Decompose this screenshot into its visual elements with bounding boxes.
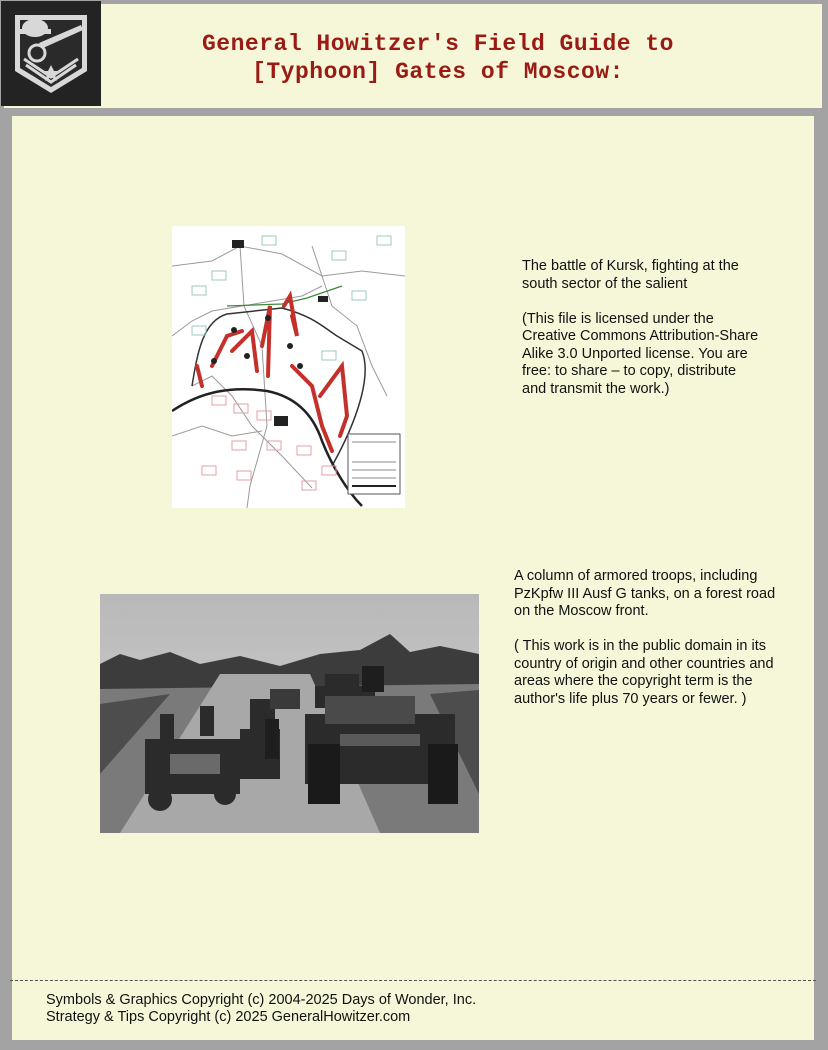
footer-divider xyxy=(10,980,816,981)
page-border-right xyxy=(814,116,822,1044)
page-border-left xyxy=(4,116,12,1044)
photo-caption-license: ( This work is in the public domain in its country of origin and other countries and areas where the copyright term is the author's life plus 70 years or fewer. ) xyxy=(514,638,774,707)
page-title xyxy=(104,30,772,86)
photo-caption xyxy=(514,568,782,726)
footer-copyright-strategy: Strategy & Tips Copyright (c) 2025 GeneralHowitzer.com xyxy=(46,1009,411,1025)
map-caption xyxy=(522,258,762,416)
photo-caption-title: A column of armored troops, including PzKpfw III Ausf G tanks, on a forest road on the Moscow front. xyxy=(514,568,776,619)
general-howitzer-logo xyxy=(1,1,101,106)
page xyxy=(4,4,822,1044)
title-separator xyxy=(4,108,822,116)
footer xyxy=(46,992,476,1026)
map-caption-license: (This file is licensed under the Creative Commons Attribution-Share Alike 3.0 Unported license. You are free: to share – to copy, distribute and transmit the work.) xyxy=(522,310,759,397)
footer-copyright-graphics: Symbols & Graphics Copyright (c) 2004-2025 Days of Wonder, Inc. xyxy=(46,992,477,1008)
title-line-2: [Typhoon] Gates of Moscow: xyxy=(252,59,624,85)
kursk-battle-map xyxy=(172,226,405,508)
title-line-1: General Howitzer's Field Guide to xyxy=(202,31,674,57)
page-border-bottom xyxy=(4,1040,822,1044)
armored-column-photo xyxy=(100,594,479,833)
map-caption-title: The battle of Kursk, fighting at the south sector of the salient xyxy=(522,258,739,292)
